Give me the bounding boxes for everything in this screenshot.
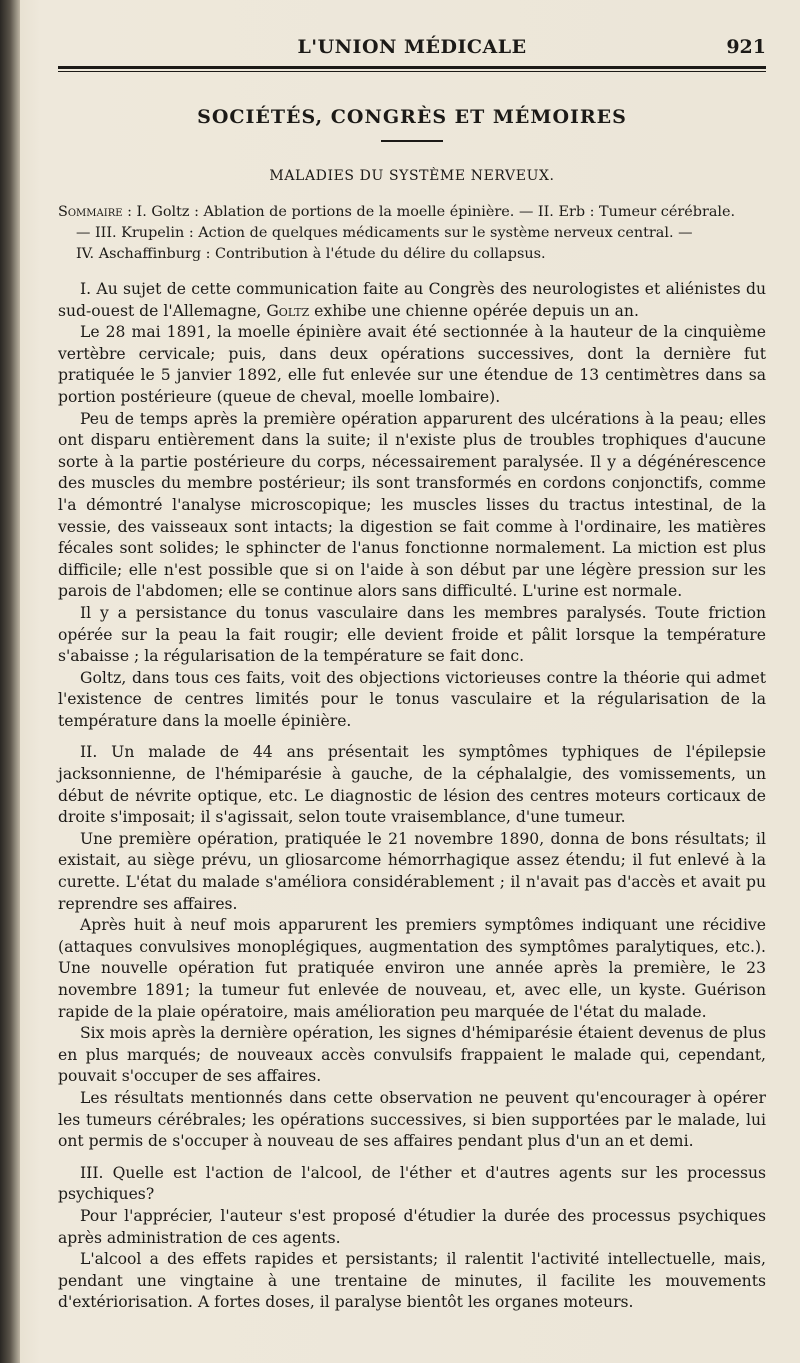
paragraph: II. Un malade de 44 ans présentait les symptômes typhiques de l'épilepsie jacksonnienne, de l'hémiparésie à gauche, de la céphalalgie, des vomissements, un début de névrite optique, etc. Le diagnostic de lésion des centres moteurs corticaux de droite s'imposait; il s'agissait, selon toute vraisemblance, d'une tumeur.: [58, 743, 766, 827]
paragraph: III. Quelle est l'action de l'alcool, de l'éther et d'autres agents sur les processus psychiques?: [58, 1163, 766, 1204]
paragraph: Après huit à neuf mois apparurent les premiers symptômes indiquant une récidive (attaques convulsives monoplégiques, augmentation des symptômes paralytiques, etc.). Une nouvelle opération fut pratiquée environ une année après la première, le 23 novembre 1891; la tumeur fut enlevée de nouveau, et, avec elle, un kyste. Guérison rapide de la plaie opératoire, mais amélioration peu marquée de l'état du malade.: [58, 916, 766, 1021]
paragraph: Une première opération, pratiquée le 21 novembre 1890, donna de bons résultats; il existait, au siège prévu, un gliosarcome hémorrhagique assez étendu; il fut enlevé à la curette. L'état du malade s'améliora considérablement ; il n'avait pas d'accès et avait pu reprendre ses affaires.: [58, 829, 766, 913]
article-body: [58, 279, 766, 1314]
paragraph-1: [58, 279, 766, 322]
title-rule: [381, 140, 443, 142]
paragraph-1-lead: I. Au sujet de cette communication faite au Congrès des neurologistes et aliénistes du sud-ouest de l'Allemagne,: [58, 280, 766, 320]
subsection-title: MALADIES DU SYSTÈME NERVEUX.: [269, 168, 555, 184]
header-rule-thick: [58, 66, 766, 69]
paragraph: Pour l'apprécier, l'auteur s'est proposé d'étudier la durée des processus psychiques après administration de ces agents.: [58, 1206, 766, 1247]
running-head: [58, 36, 766, 66]
paragraph: Goltz, dans tous ces faits, voit des objections victorieuses contre la théorie qui admet l'existence de centres limités pour le tonus vasculaire et la régularisation de la température dans la moelle épinière.: [58, 668, 766, 730]
author-name: Goltz: [266, 301, 310, 320]
paragraph: Six mois après la dernière opération, les signes d'hémiparésie étaient devenus de plus en plus marqués; de nouveaux accès convulsifs frappaient le malade qui, cependant, pouvait s'occuper de ses affaires.: [58, 1024, 766, 1086]
summary-label: Sommaire: [58, 204, 123, 220]
book-gutter: [0, 0, 20, 1363]
article-content: [58, 100, 766, 1314]
header-rule-thin: [58, 71, 766, 72]
page-number: 921: [726, 36, 766, 58]
summary: [58, 202, 766, 265]
paragraph: Le 28 mai 1891, la moelle épinière avait été sectionnée à la hauteur de la cinquième vertèbre cervicale; puis, dans deux opérations successives, dont la dernière fut pratiquée le 5 janvier 1892, elle fut enlevée sur une étendue de 13 centimètres dans sa portion postérieure (queue de cheval, moelle lombaire).: [58, 323, 766, 406]
section-title: SOCIÉTÉS, CONGRÈS ET MÉMOIRES: [197, 106, 627, 128]
paragraph: Peu de temps après la première opération apparurent des ulcérations à la peau; elles ont disparu entièrement dans la suite; il n'existe plus de troubles trophiques d'aucune sorte à la partie postérieure du corps, nécessairement paralysée. Il y a dégénérescence des muscles du membre postérieur; ils sont transformés en cordons conjonctifs, comme l'a démontré l'analyse microscopique; les muscles lisses du tractus intestinal, de la vessie, des vaisseaux sont intacts; la digestion se fait comme à l'ordinaire, les matières fécales sont solides; le sphincter de l'anus fonctionne normalement. La miction est plus difficile; elle n'est possible que si on l'aide à son début par une légère pression sur les parois de l'abdomen; elle se continue alors sans difficulté. L'urine est normale.: [58, 409, 766, 601]
summary-line-2: — III. Krupelin : Action de quelques médicaments sur le système nerveux central. —: [76, 225, 693, 241]
journal-title: L'UNION MÉDICALE: [297, 36, 527, 58]
paragraph: L'alcool a des effets rapides et persistants; il ralentit l'activité intellectuelle, mais, pendant une vingtaine à une trentaine de minutes, il facilite les mouvements d'extériorisation. A fortes doses, il paralyse bientôt les organes moteurs.: [58, 1250, 766, 1312]
summary-text-1: : I. Goltz : Ablation de portions de la moelle épinière. — II. Erb : Tumeur cérébrale.: [127, 204, 736, 220]
summary-line-3: IV. Aschaffinburg : Contribution à l'étude du délire du collapsus.: [76, 246, 546, 262]
paragraph-1-rest: exhibe une chienne opérée depuis un an.: [309, 301, 639, 320]
paragraph: Il y a persistance du tonus vasculaire dans les membres paralysés. Toute friction opérée sur la peau la fait rougir; elle devient froide et pâlit lorsque la température s'abaisse ; la régularisation de la température se fait donc.: [58, 603, 766, 666]
summary-line-1: [58, 202, 766, 223]
paragraph: Les résultats mentionnés dans cette observation ne peuvent qu'encourager à opérer les tumeurs cérébrales; les opérations successives, si bien supportées par le malade, lui ont permis de s'occuper à nouveau de ses affaires pendant plus d'un an et demi.: [58, 1088, 766, 1151]
